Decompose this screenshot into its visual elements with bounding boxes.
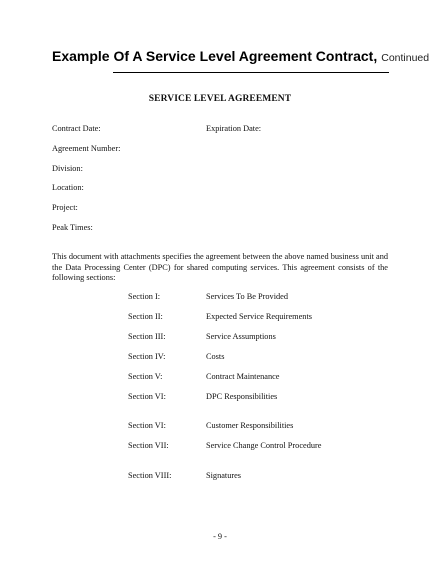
- project-label: Project:: [52, 203, 78, 212]
- section-description: Services To Be Provided: [206, 292, 288, 301]
- contract-date-label: Contract Date:: [52, 124, 101, 133]
- location-label: Location:: [52, 183, 84, 192]
- section-description: Costs: [206, 352, 225, 361]
- page-number: - 9 -: [213, 532, 227, 541]
- division-label: Division:: [52, 164, 83, 173]
- section-description: DPC Responsibilities: [206, 392, 278, 401]
- section-label: Section IV:: [128, 352, 166, 361]
- intro-paragraph: This document with attachments specifies the agreement between the above named business unit and the Data Processing Center (DPC) for shared computing services. This agreement consists of the following sections:: [52, 252, 388, 283]
- section-description: Signatures: [206, 471, 242, 480]
- section-label: Section II:: [128, 312, 163, 321]
- agreement-number-label: Agreement Number:: [52, 144, 121, 153]
- section-label: Section V:: [128, 372, 163, 381]
- document-title: SERVICE LEVEL AGREEMENT: [148, 94, 292, 104]
- section-label: Section VII:: [128, 441, 169, 450]
- section-description: Customer Responsibilities: [206, 421, 294, 430]
- section-label: Section VIII:: [128, 471, 172, 480]
- header-subtitle: Continued: [381, 52, 430, 64]
- section-description: Service Change Control Procedure: [206, 441, 322, 450]
- section-description: Contract Maintenance: [206, 372, 280, 381]
- section-description: Service Assumptions: [206, 332, 276, 341]
- page-header: [52, 48, 429, 64]
- header-title: Example Of A Service Level Agreement Contract,: [52, 48, 378, 64]
- peak-times-label: Peak Times:: [52, 223, 93, 232]
- section-description: Expected Service Requirements: [206, 312, 312, 321]
- header-rule: [113, 72, 389, 73]
- section-label: Section I:: [128, 292, 161, 301]
- section-label: Section VI:: [128, 421, 166, 430]
- section-label: Section VI:: [128, 392, 166, 401]
- section-label: Section III:: [128, 332, 166, 341]
- expiration-date-label: Expiration Date:: [206, 124, 262, 133]
